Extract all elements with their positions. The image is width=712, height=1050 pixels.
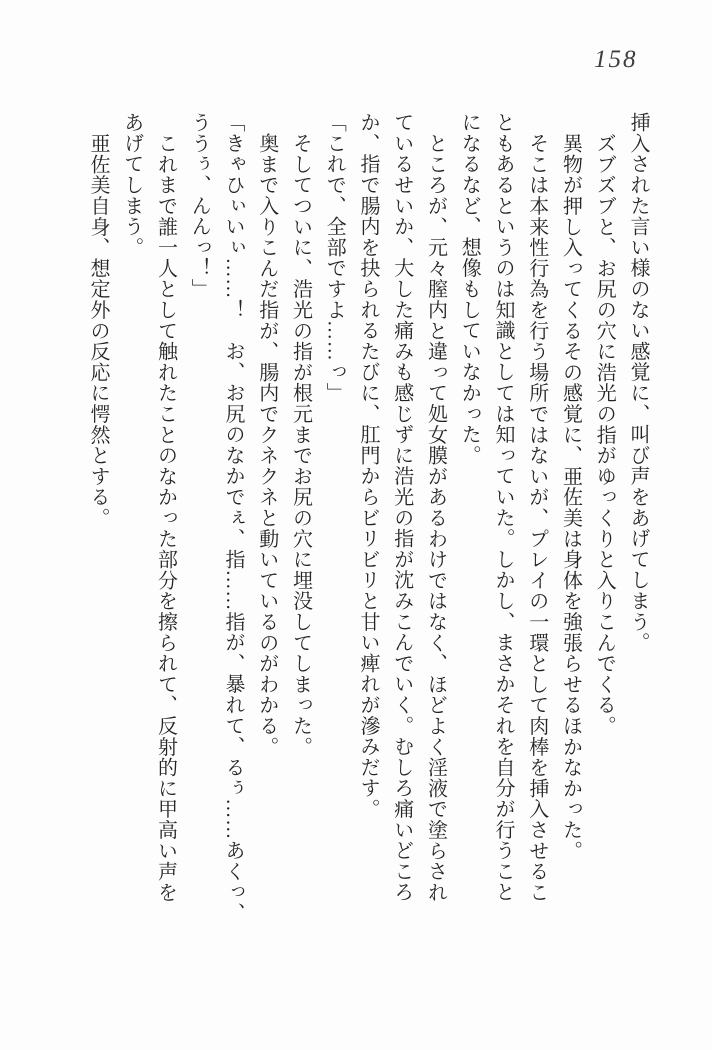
text-line: これまで誰一人として触れたことのなかった部分を擦られて、反射的に甲高い声を: [154, 133, 177, 903]
text-line: そしてついに、浩光の指が根元までお尻の穴に埋没してしまった。: [289, 133, 312, 757]
text-line: か、指で腸内を抉られるたびに、肛門からビリビリと甘い痺れが滲みだす。: [357, 112, 379, 820]
text-line: ううぅ、んんっ！」: [188, 112, 211, 300]
text-line: ているせいか、大した痛みも感じずに浩光の指が沈みこんでいく。むしろ痛いどころ: [390, 112, 413, 903]
text-line: あげてしまう。: [120, 112, 143, 258]
text-line: 挿入された言い様のない感覚に、叫び声をあげてしまう。: [627, 112, 649, 653]
text-line: 「これで、全部ですよ……っ」: [323, 112, 346, 404]
text-line: になるなど、想像もしていなかった。: [458, 112, 481, 466]
text-line: ズブズブと、お尻の穴に浩光の指がゆっくりと入りこんでくる。: [593, 133, 616, 737]
page-text: [80, 112, 654, 924]
text-line: 奥まで入りこんだ指が、腸内でクネクネと動いているのがわかる。: [255, 133, 278, 757]
text-line: 亜佐美自身、想定外の反応に愕然とする。: [87, 133, 109, 529]
text-line: そこは本来性行為を行う場所ではないが、プレイの一環として肉棒を挿入させるこ: [525, 133, 548, 903]
text-line: ともあるというのは知識としては知っていた。しかし、まさかそれを自分が行うこと: [492, 112, 514, 903]
text-line: ところが、元々膣内と違って処女膜があるわけではなく、ほどよく淫液で塗らされ: [424, 133, 447, 903]
text-line: 「きゃひぃいぃ……！ お、お尻のなかでぇ、指……指が、暴れて、るぅ……あくっ、: [222, 112, 244, 924]
page-number: 158: [594, 46, 638, 73]
text-line: 異物が押し入ってくるその感覚に、亜佐美は身体を強張らせるほかなかった。: [559, 133, 582, 861]
